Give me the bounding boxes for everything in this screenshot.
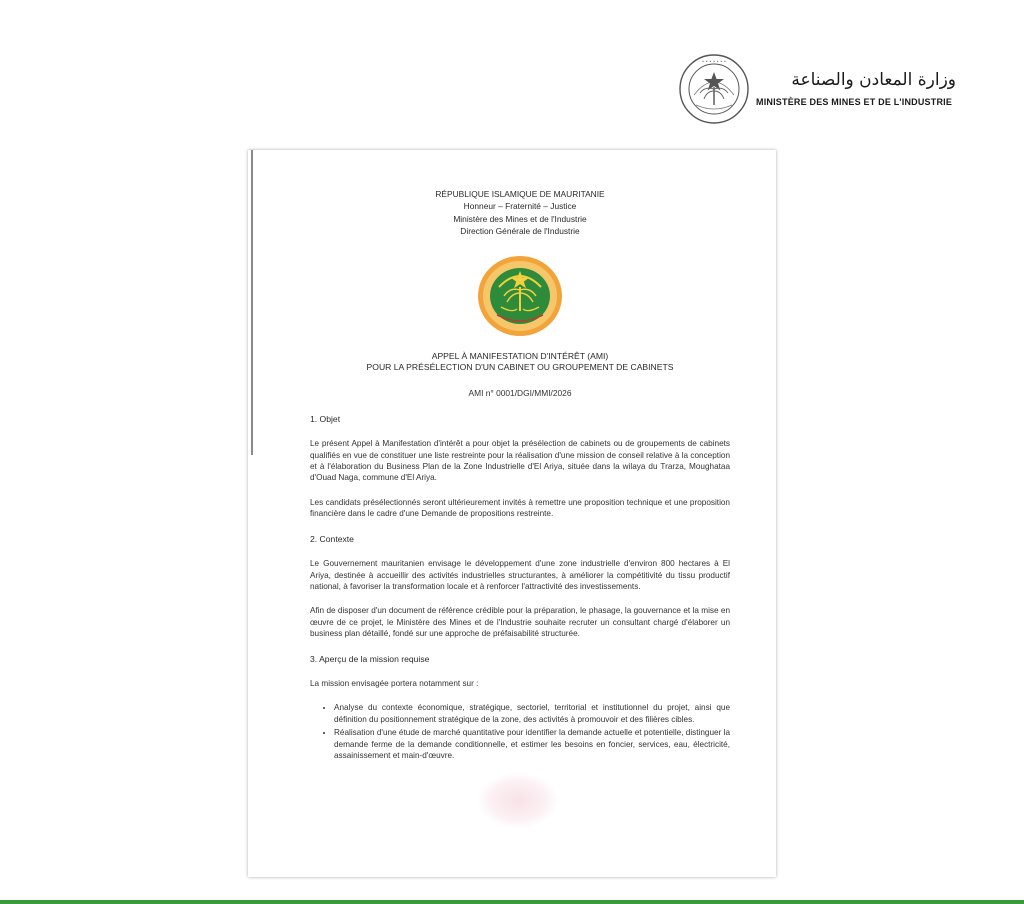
ministry-header: [676, 50, 1016, 130]
contexte-paragraph-2: Afin de disposer d'un document de référence crédible pour la préparation, le phasage, la gouvernance et la mise en œuvre de ce projet, le Ministère des Mines et de l'Industrie souhaite recruter un consultant chargé d'élaborer un business plan détaillé, fondé sur une approche de préfaisabilité structurée.: [310, 606, 730, 639]
ami-number: AMI n° 0001/DGI/MMI/2026: [468, 388, 572, 399]
document-scrollbar[interactable]: [251, 150, 253, 455]
mission-intro: La mission envisagée portera notamment sur :: [310, 678, 479, 688]
mauritania-emblem-icon: [477, 255, 563, 337]
footer-green-bar: [0, 900, 1024, 904]
national-seal-icon: [678, 53, 750, 125]
list-item: • Analyse du contexte économique, stratégique, sectoriel, territorial et institutionnel du projet, ainsi que définition du positionnement stratégique de la zone, des activités à promouvoir et des filières cibles.: [334, 702, 730, 725]
republic-title: RÉPUBLIQUE ISLAMIQUE DE MAURITANIE: [435, 189, 605, 199]
objet-paragraph-1: Le présent Appel à Manifestation d'intérêt a pour objet la présélection de cabinets ou de groupements de cabinets qualifiés en vue de constituer une liste restreinte pour la réalisation d'une mission de conseil relative à la conception et à l'élaboration du Business Plan de la Zone Industrielle d'El Ariya, située dans la wilaya du Trarza, Moughataa d'Ouad Naga, commune d'El Ariya.: [310, 439, 730, 483]
objet-paragraph-2: Les candidats présélectionnés seront ultérieurement invités à remettre une proposition technique et une proposition financière dans le cadre d'une Demande de propositions restreinte.: [310, 497, 730, 519]
ministry-name: Ministère des Mines et de l'Industrie: [453, 213, 587, 224]
ami-title-line-1: APPEL À MANIFESTATION D'INTÉRÊT (AMI): [431, 350, 609, 361]
ministry-french-title: MINISTÈRE DES MINES ET DE L'INDUSTRIE: [756, 97, 953, 107]
section-heading-mission: 3. Aperçu de la mission requise: [310, 653, 430, 664]
national-motto: Honneur – Fraternité – Justice: [463, 201, 577, 212]
ministry-arabic-title: وزارة المعادن والصناعة: [791, 70, 956, 90]
document-content: [310, 188, 730, 763]
directorate-name: Direction Générale de l'Industrie: [460, 226, 580, 237]
section-heading-contexte: 2. Contexte: [310, 533, 354, 544]
contexte-paragraph-1: Le Gouvernement mauritanien envisage le développement d'une zone industrielle d'environ 800 hectares à El Ariya, destinée à accueillir des activités industrielles structurantes, à améliorer la compétitivité du tissu productif national, à favoriser la transformation locale et à renforcer l'attractivité des investissements.: [310, 559, 730, 591]
mission-bullet-list: [310, 702, 730, 761]
section-heading-objet: 1. Objet: [310, 413, 341, 424]
list-item: • Réalisation d'une étude de marché quantitative pour identifier la demande actuelle et potentielle, distinguer la demande ferme de la demande conditionnelle, et estimer les besoins en foncier, services, eau, électricité, assainissement et main-d'œuvre.: [334, 727, 730, 761]
svg-text:• • • • • • •: • • • • • • •: [701, 59, 727, 64]
official-stamp-icon: [478, 773, 558, 828]
document-page: [248, 150, 776, 877]
ami-title-line-2: POUR LA PRÉSÉLECTION D'UN CABINET OU GROUPEMENT DE CABINETS: [366, 362, 674, 373]
